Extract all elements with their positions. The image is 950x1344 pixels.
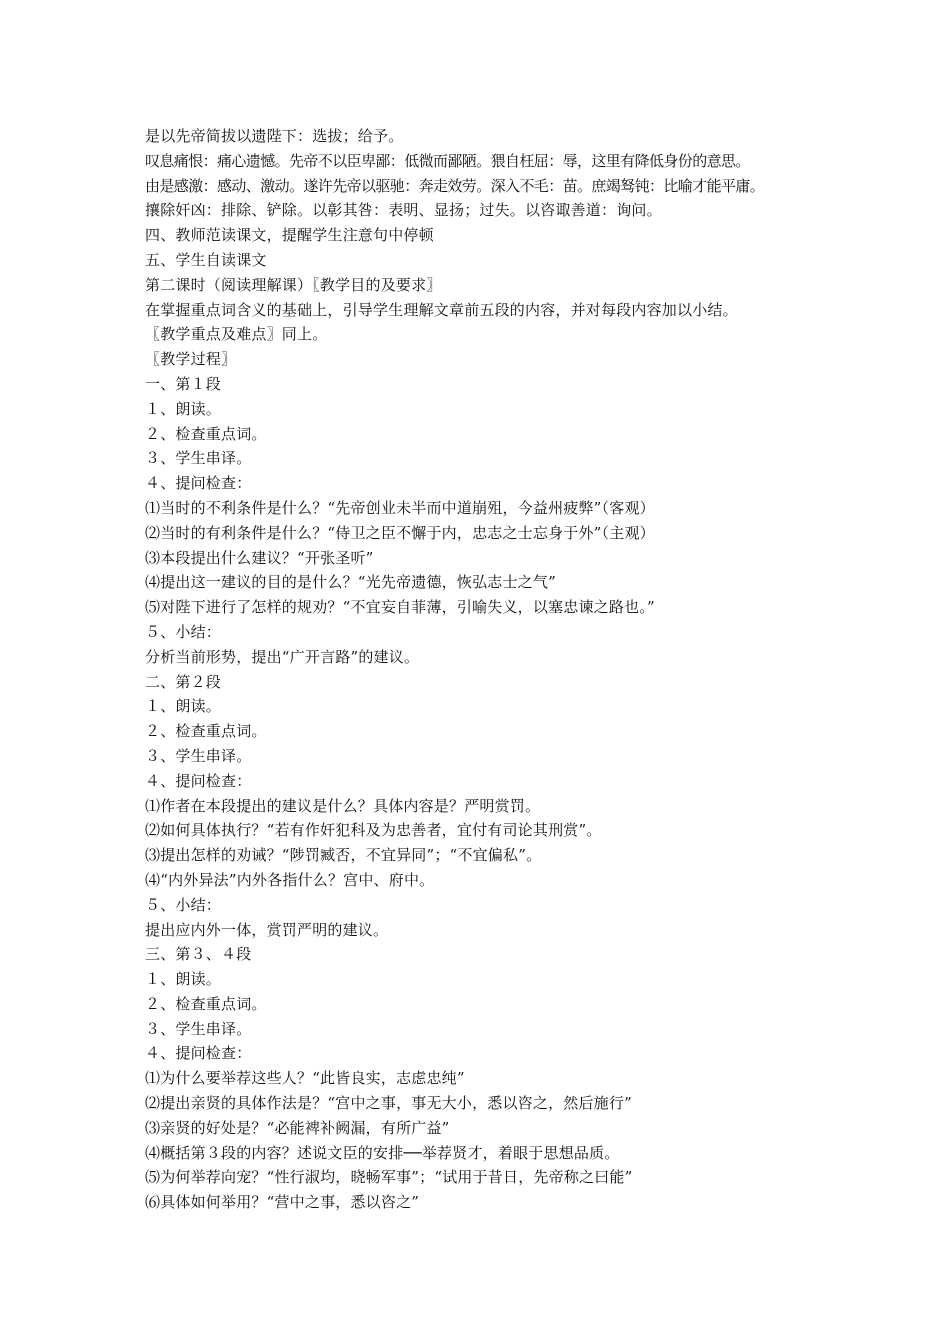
section-heading: 一、第１段 bbox=[145, 374, 222, 393]
question-item: ⑸为何举荐向宠？“性行淑均，晓畅军事”；“试用于昔日，先帝称之曰能” bbox=[145, 1168, 633, 1187]
question-item: ⑵如何具体执行？“若有作奸犯科及为忠善者，宜付有司论其刑赏”。 bbox=[145, 821, 602, 840]
list-item: ３、学生串译。 bbox=[145, 746, 252, 765]
list-item: ２、检查重点词。 bbox=[145, 424, 267, 443]
text-line: 〖教学过程〗 bbox=[145, 350, 237, 369]
text-line: 由是感激：感动、激动。遂许先帝以驱驰：奔走效劳。深入不毛：苗。庶竭驽钝：比喻才能平庸。 bbox=[145, 176, 765, 195]
text-line: 叹息痛恨：痛心遗憾。先帝不以臣卑鄙：低微而鄙陋。猥自枉屈：辱，这里有降低身份的意思。 bbox=[145, 151, 750, 170]
question-item: ⑹具体如何举用？“营中之事，悉以咨之” bbox=[145, 1193, 420, 1212]
list-item: ４、提问检查： bbox=[145, 474, 252, 493]
question-item: ⑷概括第３段的内容？述说文臣的安排──举荐贤才，着眼于思想品质。 bbox=[145, 1143, 620, 1162]
text-line: 是以先帝简拔以遗陛下：选拔；给予。 bbox=[145, 127, 404, 145]
section-heading: 二、第２段 bbox=[145, 672, 222, 691]
question-item: ⑵当时的有利条件是什么？“侍卫之臣不懈于内，忠志之士忘身于外”（主观） bbox=[145, 523, 655, 542]
section-heading: 四、教师范读课文，提醒学生注意句中停顿 bbox=[145, 226, 434, 245]
document-body bbox=[145, 124, 825, 1215]
question-item: ⑶提出怎样的劝诫？“陟罚臧否，不宜异同”；“不宜偏私”。 bbox=[145, 846, 542, 865]
text-line: 攘除奸凶：排除、铲除。以彰其咎：表明、显扬；过失。以咨诹善道：询问。 bbox=[145, 201, 662, 220]
list-item: ２、检查重点词。 bbox=[145, 722, 267, 741]
text-line: 提出应内外一体，赏罚严明的建议。 bbox=[145, 920, 389, 939]
list-item: １、朗读。 bbox=[145, 399, 222, 418]
text-line: 在掌握重点词含义的基础上，引导学生理解文章前五段的内容，并对每段内容加以小结。 bbox=[145, 300, 738, 319]
list-item: ４、提问检查： bbox=[145, 1044, 252, 1063]
lesson-heading: 第二课时（阅读理解课）〖教学目的及要求〗 bbox=[145, 275, 442, 294]
section-heading: 三、第３、４段 bbox=[145, 945, 252, 964]
question-item: ⑷“内外异法”内外各指什么？宫中、府中。 bbox=[145, 870, 435, 889]
list-item: ３、学生串译。 bbox=[145, 1019, 252, 1038]
question-item: ⑴为什么要举荐这些人？“此皆良实，志虑忠纯” bbox=[145, 1069, 465, 1088]
list-item: ２、检查重点词。 bbox=[145, 994, 267, 1013]
text-line: 〖教学重点及难点〗同上。 bbox=[145, 325, 328, 344]
question-item: ⑸对陛下进行了怎样的规劝？“不宜妄自菲薄，引喻失义，以塞忠谏之路也。” bbox=[145, 598, 655, 617]
question-item: ⑷提出这一建议的目的是什么？“光先帝遗德，恢弘志士之气” bbox=[145, 573, 556, 592]
question-item: ⑴作者在本段提出的建议是什么？具体内容是？严明赏罚。 bbox=[145, 796, 541, 815]
list-item: １、朗读。 bbox=[145, 697, 222, 716]
text-line: 分析当前形势，提出“广开言路”的建议。 bbox=[145, 647, 420, 666]
question-item: ⑶亲贤的好处是？“必能裨补阙漏，有所广益” bbox=[145, 1118, 450, 1137]
list-item: ５、小结： bbox=[145, 895, 222, 914]
list-item: １、朗读。 bbox=[145, 970, 222, 989]
list-item: ５、小结： bbox=[145, 622, 222, 641]
section-heading: 五、学生自读课文 bbox=[145, 250, 267, 269]
list-item: ３、学生串译。 bbox=[145, 449, 252, 468]
question-item: ⑴当时的不利条件是什么？“先帝创业未半而中道崩殂，今益州疲弊”（客观） bbox=[145, 498, 655, 517]
list-item: ４、提问检查： bbox=[145, 771, 252, 790]
question-item: ⑵提出亲贤的具体作法是？“宫中之事，事无大小，悉以咨之，然后施行” bbox=[145, 1094, 632, 1113]
question-item: ⑶本段提出什么建议？“开张圣听” bbox=[145, 548, 374, 567]
